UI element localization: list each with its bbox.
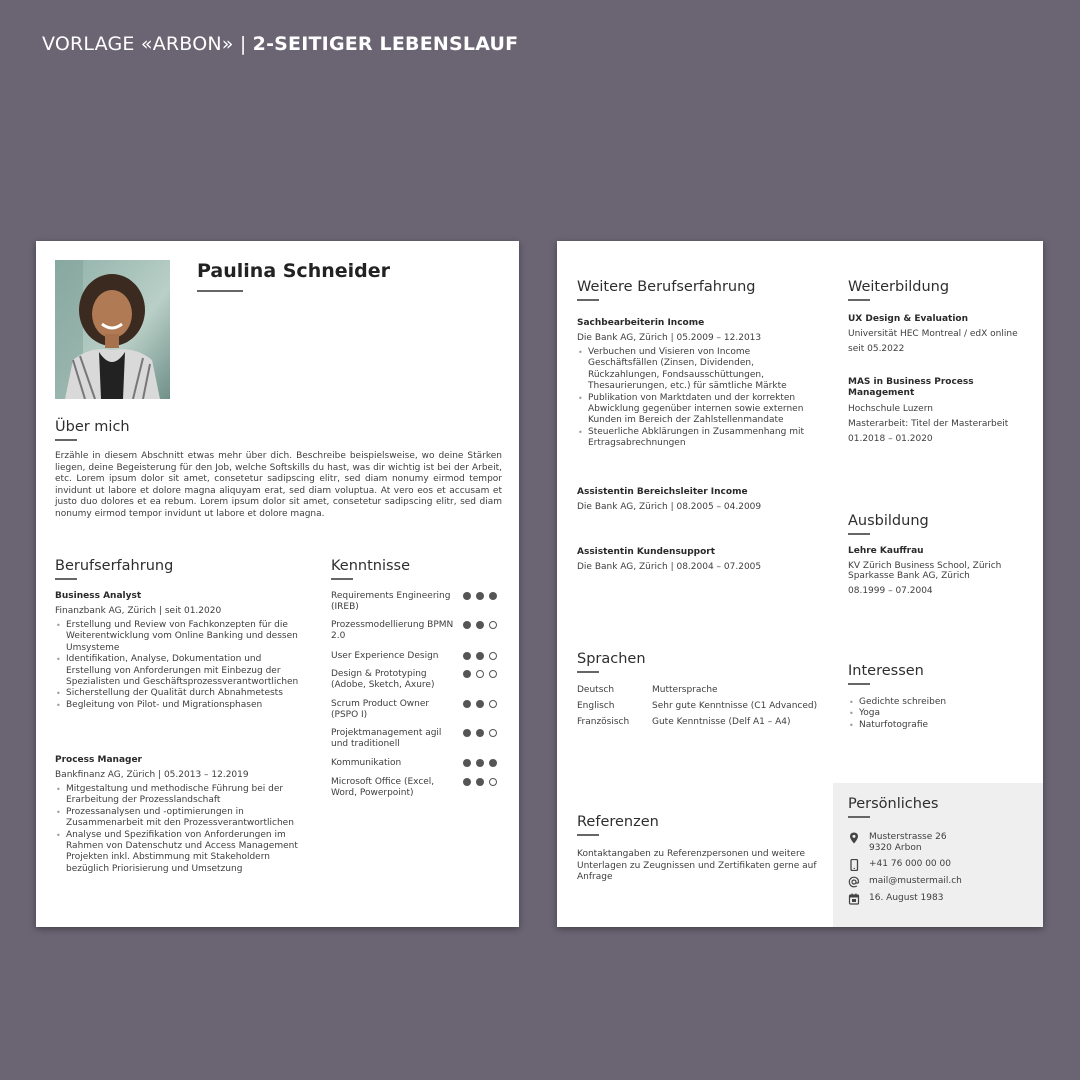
- bullet-item: • Publikation von Marktdaten und der korrekten Abwicklung gegenüber internen sowie externen Kunden im Bereich der Zahlstellenmandate: [577, 393, 817, 427]
- interests-heading: Interessen: [848, 663, 924, 679]
- rating-dot-empty: [489, 700, 497, 708]
- job-entry: [577, 547, 761, 572]
- job-company: Die Bank AG, Zürich | 08.2004 – 07.2005: [577, 562, 762, 572]
- training-date: 01.2018 – 01.2020: [848, 434, 933, 444]
- education-underline: [848, 533, 870, 535]
- rating-dot-filled: [476, 592, 484, 600]
- language-level: Muttersprache: [652, 685, 718, 695]
- calendar-icon: [848, 893, 860, 905]
- skill-label: Prozessmodellierung BPMN 2.0: [331, 620, 454, 641]
- job-bullets: [577, 347, 817, 450]
- rating-dot-filled: [463, 670, 471, 678]
- job-company: Die Bank AG, Zürich | 08.2005 – 04.2009: [577, 502, 762, 512]
- interest-item: • Gedichte schreiben: [848, 697, 1028, 708]
- job-company: Die Bank AG, Zürich | 05.2009 – 12.2013: [577, 333, 762, 343]
- skill-label: Requirements Engineering (IREB): [331, 591, 451, 612]
- personal-underline: [848, 816, 870, 818]
- rating-dot-filled: [463, 652, 471, 660]
- mobile-phone-icon: [848, 859, 860, 871]
- references-underline: [577, 834, 599, 836]
- rating-dot-filled: [476, 759, 484, 767]
- further-experience-heading: Weitere Berufserfahrung: [577, 279, 756, 295]
- bullet-item: • Prozessanalysen und -optimierungen in Zusammenarbeit mit den Prozessverantwortlichen: [55, 807, 305, 830]
- rating-dot-filled: [463, 778, 471, 786]
- interests-list: [848, 697, 1028, 731]
- skill-label: Microsoft Office (Excel, Word, Powerpoint): [331, 777, 435, 798]
- rating-dot-filled: [476, 778, 484, 786]
- at-sign-icon: [848, 876, 860, 888]
- rating-dot-filled: [476, 729, 484, 737]
- street: Musterstrasse 26: [869, 832, 947, 842]
- language-name: Deutsch: [577, 685, 615, 695]
- skill-row: [331, 620, 501, 642]
- references-heading: Referenzen: [577, 814, 659, 830]
- skill-label: Scrum Product Owner (PSPO I): [331, 699, 430, 720]
- skill-rating: [463, 700, 497, 708]
- skill-rating: [463, 621, 497, 629]
- job-title: Business Analyst: [55, 591, 142, 601]
- skills-heading: Kenntnisse: [331, 558, 411, 574]
- job-bullets: [55, 620, 305, 711]
- language-name: Französisch: [577, 717, 630, 727]
- language-row: [577, 717, 791, 727]
- language-row: [577, 685, 718, 695]
- bullet-item: • Steuerliche Abklärungen in Zusammenhang mit Ertragsabrechnungen: [577, 427, 817, 450]
- bullet-item: • Erstellung und Review von Fachkonzepten für die Weiterentwicklung vom Online Banking und dessen Umsysteme: [55, 620, 305, 654]
- rating-dot-filled: [463, 592, 471, 600]
- skill-label: Projektmanagement agil und traditionell: [331, 728, 442, 749]
- banner-light-text: VORLAGE «ARBON» |: [42, 33, 253, 55]
- skill-label: Kommunikation: [331, 758, 402, 768]
- phone-text: +41 76 000 00 00: [869, 859, 951, 869]
- skills-underline: [331, 578, 353, 580]
- job-title: Sachbearbeiterin Income: [577, 318, 705, 328]
- job-title: Assistentin Bereichsleiter Income: [577, 487, 748, 497]
- skill-row: [331, 699, 501, 721]
- rating-dot-filled: [463, 729, 471, 737]
- rating-dot-empty: [489, 621, 497, 629]
- training-entry: [848, 377, 1033, 444]
- about-text: Erzähle in diesem Abschnitt etwas mehr über dich. Beschreibe beispielsweise, wo deine Stärken liegen, deine Begeisterung für den Job, welche Softskills du hast, was dir wichtig ist bei der Arbeit, etc. Lorem ipsum dolor sit amet, consetetur sadipscing elitr, sed diam nonumy eirmod tempor invidunt ut labore et dolore magna aliquyam erat, sed diam voluptua. At vero eos et accusam et justo duo dolores et ea rebum. Lorem ipsum dolor sit amet, consetetur sadipscing elitr, sed diam nonumy eirmod tempor invidunt ut labore et dolore magna.: [55, 451, 502, 519]
- rating-dot-filled: [476, 621, 484, 629]
- bullet-item: • Sicherstellung der Qualität durch Abnahmetests: [55, 688, 305, 699]
- languages-underline: [577, 671, 599, 673]
- training-title: MAS in Business Process Management: [848, 377, 974, 398]
- training-title: UX Design & Evaluation: [848, 314, 968, 324]
- education-company: Sparkasse Bank AG, Zürich: [848, 571, 970, 581]
- skill-row: [331, 758, 501, 769]
- skill-row: [331, 728, 501, 750]
- about-underline: [55, 439, 77, 441]
- education-title: Lehre Kauffrau: [848, 546, 924, 556]
- training-institution: Hochschule Luzern: [848, 404, 933, 414]
- skill-row: [331, 669, 501, 691]
- rating-dot-filled: [463, 621, 471, 629]
- skill-label: Design & Prototyping (Adobe, Sketch, Axure): [331, 669, 435, 690]
- rating-dot-empty: [489, 729, 497, 737]
- skill-rating: [463, 759, 497, 767]
- language-level: Gute Kenntnisse (Delf A1 – A4): [652, 717, 791, 727]
- job-bullets: [55, 784, 305, 875]
- language-name: Englisch: [577, 701, 615, 711]
- training-thesis: Masterarbeit: Titel der Masterarbeit: [848, 419, 1009, 429]
- experience-underline: [55, 578, 77, 580]
- job-entry: [55, 755, 305, 875]
- rating-dot-filled: [489, 592, 497, 600]
- name-underline: [197, 290, 243, 292]
- bullet-item: • Mitgestaltung und methodische Führung bei der Erarbeitung der Prozesslandschaft: [55, 784, 305, 807]
- job-company: Bankfinanz AG, Zürich | 05.2013 – 12.2019: [55, 770, 249, 780]
- rating-dot-filled: [463, 700, 471, 708]
- skill-row: [331, 591, 501, 613]
- skill-label: User Experience Design: [331, 651, 439, 661]
- banner-bold-text: 2-SEITIGER LEBENSLAUF: [252, 33, 519, 55]
- address-text: [869, 832, 947, 854]
- interests-underline: [848, 683, 870, 685]
- language-row: [577, 701, 818, 711]
- job-entry: [55, 591, 305, 711]
- job-company: Finanzbank AG, Zürich | seit 01.2020: [55, 606, 222, 616]
- education-date: 08.1999 – 07.2004: [848, 586, 933, 596]
- personal-heading: Persönliches: [848, 796, 939, 812]
- bullet-item: • Verbuchen und Visieren von Income Geschäftsfällen (Zinsen, Dividenden, Rückzahlungen, Fondsausschüttungen, Thesaurierungen, etc.) für sämtliche Märkte: [577, 347, 817, 393]
- skill-row: [331, 651, 501, 662]
- bullet-item: • Begleitung von Pilot- und Migrationsphasen: [55, 700, 305, 711]
- job-title: Assistentin Kundensupport: [577, 547, 716, 557]
- job-entry: [577, 318, 817, 450]
- skill-rating: [463, 670, 497, 678]
- training-entry: [848, 314, 1033, 354]
- profile-photo: [55, 260, 170, 399]
- language-level: Sehr gute Kenntnisse (C1 Advanced): [652, 701, 818, 711]
- rating-dot-empty: [489, 778, 497, 786]
- location-pin-icon: [848, 832, 860, 844]
- skill-rating: [463, 652, 497, 660]
- birthday-text: 16. August 1983: [869, 893, 944, 903]
- skill-rating: [463, 729, 497, 737]
- city: 9320 Arbon: [869, 843, 922, 853]
- interest-item: • Yoga: [848, 708, 1028, 719]
- rating-dot-empty: [476, 670, 484, 678]
- education-heading: Ausbildung: [848, 513, 929, 529]
- job-title: Process Manager: [55, 755, 142, 765]
- rating-dot-filled: [489, 759, 497, 767]
- candidate-name: Paulina Schneider: [197, 260, 391, 282]
- references-text: Kontaktangaben zu Referenzpersonen und weitere Unterlagen zu Zeugnissen und Zertifikaten gerne auf Anfrage: [577, 849, 817, 882]
- education-entry: [848, 546, 1033, 596]
- rating-dot-empty: [489, 652, 497, 660]
- banner-title: [42, 33, 518, 55]
- experience-heading: Berufserfahrung: [55, 558, 174, 574]
- skill-rating: [463, 592, 497, 600]
- education-school: KV Zürich Business School, Zürich: [848, 561, 1002, 571]
- interest-item: • Naturfotografie: [848, 720, 1028, 731]
- skill-rating: [463, 778, 497, 786]
- cv-page-2: [557, 241, 1043, 927]
- bullet-item: • Identifikation, Analyse, Dokumentation und Erstellung von Anforderungen mit Einbezug der Spezialisten und Geschäftsprozessverantwortlichen: [55, 654, 305, 688]
- personal-box: [833, 783, 1043, 927]
- languages-heading: Sprachen: [577, 651, 646, 667]
- further-experience-underline: [577, 299, 599, 301]
- training-heading: Weiterbildung: [848, 279, 950, 295]
- bullet-item: • Analyse und Spezifikation von Anforderungen im Rahmen von Datenschutz und Access Management Projekten inkl. Abstimmung mit Stakeholdern bezüglich Priorisierung und Umsetzung: [55, 830, 305, 876]
- training-institution: Universität HEC Montreal / edX online: [848, 329, 1018, 339]
- rating-dot-filled: [476, 652, 484, 660]
- rating-dot-empty: [489, 670, 497, 678]
- email-text: mail@mustermail.ch: [869, 876, 962, 886]
- rating-dot-filled: [463, 759, 471, 767]
- cv-page-1: [36, 241, 519, 927]
- rating-dot-filled: [476, 700, 484, 708]
- about-heading: Über mich: [55, 419, 130, 435]
- training-underline: [848, 299, 870, 301]
- training-date: seit 05.2022: [848, 344, 905, 354]
- skill-row: [331, 777, 501, 799]
- job-entry: [577, 487, 761, 512]
